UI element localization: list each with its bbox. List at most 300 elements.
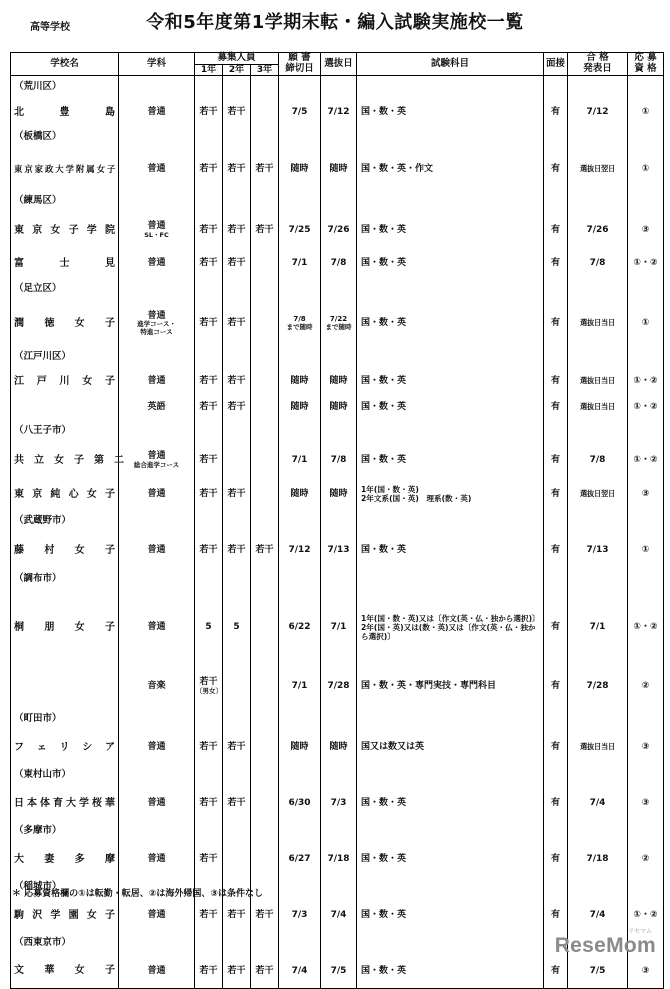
empty-cell — [357, 126, 544, 148]
year-1-count-main: 若干 — [199, 455, 218, 466]
deadline — [279, 898, 321, 932]
course — [119, 248, 195, 278]
region-label: （八王子市） — [11, 420, 119, 442]
empty-cell — [628, 278, 664, 300]
empty-cell — [568, 126, 628, 148]
year-2-count: 若干 — [223, 898, 251, 932]
empty-cell — [568, 764, 628, 786]
year-1-count-main: 5 — [205, 622, 212, 633]
header-interview: 面接 — [544, 53, 568, 76]
deadline-main: 7/1 — [291, 681, 308, 692]
school-name: 富 士 見 — [11, 248, 119, 278]
course-sub: 進学コース・ 特進コース — [137, 320, 176, 336]
region-row — [11, 126, 664, 148]
exam-subjects: 国・数・英 — [357, 786, 544, 820]
empty-cell — [321, 420, 357, 442]
table-row — [11, 148, 664, 190]
pass-date: 7/1 — [568, 590, 628, 664]
empty-cell — [321, 510, 357, 532]
header-subjects: 試験科目 — [357, 53, 544, 76]
year-1-count-main: 若干 — [199, 854, 218, 865]
empty-cell — [568, 346, 628, 368]
empty-cell — [357, 932, 544, 954]
course-main: 普通 — [147, 451, 166, 462]
empty-cell — [357, 568, 544, 590]
year-3-count — [251, 248, 279, 278]
course — [119, 730, 195, 764]
deadline — [279, 442, 321, 478]
qualification: ① — [628, 98, 664, 126]
qualification: ③ — [628, 786, 664, 820]
empty-cell — [321, 126, 357, 148]
course — [119, 442, 195, 478]
qualification: ③ — [628, 212, 664, 248]
course — [119, 664, 195, 708]
year-3-count — [251, 478, 279, 510]
empty-cell — [321, 932, 357, 954]
deadline — [279, 954, 321, 988]
exam-subjects: 国・数・英・専門実技・専門科目 — [357, 664, 544, 708]
exam-subjects: 国・数・英 — [357, 98, 544, 126]
empty-cell — [195, 708, 223, 730]
qualification: ①・② — [628, 442, 664, 478]
year-2-count: 若干 — [223, 730, 251, 764]
school-name: 江 戸 川 女 子 — [11, 368, 119, 394]
deadline-main: 6/22 — [288, 622, 311, 633]
empty-cell — [279, 190, 321, 212]
empty-cell — [279, 876, 321, 898]
year-1-count — [195, 248, 223, 278]
exam-subjects: 国・数・英 — [357, 212, 544, 248]
course — [119, 212, 195, 248]
pass-date: 7/28 — [568, 664, 628, 708]
empty-cell — [279, 76, 321, 99]
course-main: 普通 — [147, 910, 166, 921]
deadline-main: 7/4 — [291, 965, 308, 976]
empty-cell — [357, 420, 544, 442]
deadline-main: 7/1 — [291, 258, 308, 269]
year-2-count: 若干 — [223, 954, 251, 988]
table-row — [11, 590, 664, 664]
page-label: 高等学校 — [30, 22, 70, 33]
header-recruit: 募集人員 — [195, 53, 279, 65]
year-2-count: 5 — [223, 590, 251, 664]
empty-cell — [321, 76, 357, 99]
selection-date — [321, 212, 357, 248]
course — [119, 786, 195, 820]
empty-cell — [119, 76, 195, 99]
empty-cell — [251, 190, 279, 212]
table-row — [11, 248, 664, 278]
empty-cell — [251, 278, 279, 300]
selection-date-main: 随時 — [329, 376, 348, 387]
selection-date-main: 7/26 — [327, 225, 350, 236]
school-name: 潤 徳 女 子 — [11, 300, 119, 346]
year-1-count-main: 若干 — [199, 402, 218, 413]
empty-cell — [628, 764, 664, 786]
empty-cell — [279, 764, 321, 786]
year-1-count — [195, 394, 223, 420]
year-3-count — [251, 368, 279, 394]
selection-date-main: 7/8 — [330, 258, 347, 269]
year-1-count — [195, 532, 223, 568]
course-main: 普通 — [147, 742, 166, 753]
selection-date-main: 7/8 — [330, 455, 347, 466]
year-1-count — [195, 212, 223, 248]
empty-cell — [195, 126, 223, 148]
empty-cell — [357, 708, 544, 730]
empty-cell — [195, 932, 223, 954]
year-2-count: 若干 — [223, 368, 251, 394]
year-3-count: 若干 — [251, 212, 279, 248]
interview: 有 — [544, 212, 568, 248]
course-main: 普通 — [147, 221, 166, 232]
year-1-count — [195, 148, 223, 190]
empty-cell — [544, 190, 568, 212]
interview: 有 — [544, 248, 568, 278]
exam-subjects: 国・数・英 — [357, 898, 544, 932]
empty-cell — [223, 126, 251, 148]
school-name: 共 立 女 子 第 二 — [11, 442, 119, 478]
empty-cell — [251, 126, 279, 148]
qualification: ① — [628, 148, 664, 190]
pass-date: 選抜日当日 — [568, 730, 628, 764]
selection-date-main: 7/22 — [329, 315, 348, 324]
empty-cell — [544, 420, 568, 442]
pass-date: 7/5 — [568, 954, 628, 988]
selection-date — [321, 98, 357, 126]
selection-date-sub: まで随時 — [325, 322, 352, 331]
empty-cell — [544, 820, 568, 842]
interview: 有 — [544, 730, 568, 764]
empty-cell — [195, 190, 223, 212]
table-row — [11, 786, 664, 820]
course — [119, 98, 195, 126]
selection-date — [321, 442, 357, 478]
course — [119, 478, 195, 510]
empty-cell — [628, 876, 664, 898]
table-row — [11, 442, 664, 478]
year-2-count: 若干 — [223, 212, 251, 248]
pass-date: 7/8 — [568, 442, 628, 478]
header-qualification: 応 募 資 格 — [628, 53, 664, 76]
exam-subjects: 国・数・英 — [357, 248, 544, 278]
deadline-sub: まで随時 — [286, 322, 313, 331]
qualification: ①・② — [628, 248, 664, 278]
empty-cell — [628, 190, 664, 212]
empty-cell — [321, 876, 357, 898]
selection-date — [321, 300, 357, 346]
year-1-count-main: 若干 — [199, 258, 218, 269]
exam-subjects: 1年(国・数・英)又は〔作文(英・仏・独から選択)〕 2年(国・英)又は(数・英)又は〔作文(英・仏・独から選択)〕 — [357, 590, 544, 664]
qualification: ③ — [628, 954, 664, 988]
year-1-count-main: 若干 — [199, 677, 218, 688]
empty-cell — [251, 932, 279, 954]
school-name: 駒沢学園女子 — [11, 898, 119, 932]
table-row — [11, 212, 664, 248]
year-2-count: 若干 — [223, 98, 251, 126]
region-label: （調布市） — [11, 568, 119, 590]
exam-subjects: 国・数・英 — [357, 532, 544, 568]
empty-cell — [628, 126, 664, 148]
course-main: 普通 — [147, 107, 166, 118]
empty-cell — [119, 278, 195, 300]
exam-subjects: 国・数・英 — [357, 394, 544, 420]
empty-cell — [568, 708, 628, 730]
course-main: 普通 — [147, 258, 166, 269]
year-1-count-main: 若干 — [199, 164, 218, 175]
deadline-main: 7/5 — [291, 107, 308, 118]
empty-cell — [628, 76, 664, 99]
region-row — [11, 278, 664, 300]
qualification: ①・② — [628, 368, 664, 394]
empty-cell — [568, 876, 628, 898]
deadline — [279, 248, 321, 278]
year-1-count-main: 若干 — [199, 545, 218, 556]
empty-cell — [628, 510, 664, 532]
year-3-count: 若干 — [251, 898, 279, 932]
table-row — [11, 368, 664, 394]
empty-cell — [119, 932, 195, 954]
deadline — [279, 98, 321, 126]
school-name: 北 豊 島 — [11, 98, 119, 126]
year-3-count: 若干 — [251, 148, 279, 190]
interview: 有 — [544, 842, 568, 876]
qualification: ① — [628, 532, 664, 568]
empty-cell — [279, 708, 321, 730]
pass-date: 7/26 — [568, 212, 628, 248]
pass-date: 選抜日当日 — [568, 394, 628, 420]
header-course: 学科 — [119, 53, 195, 76]
empty-cell — [568, 568, 628, 590]
course-main: 普通 — [147, 545, 166, 556]
page-title: 令和5年度第1学期末転・編入試験実施校一覧 — [146, 12, 524, 33]
pass-date: 7/8 — [568, 248, 628, 278]
deadline — [279, 478, 321, 510]
empty-cell — [119, 708, 195, 730]
interview: 有 — [544, 478, 568, 510]
qualification: ① — [628, 300, 664, 346]
empty-cell — [279, 568, 321, 590]
exam-subjects: 国・数・英 — [357, 300, 544, 346]
deadline — [279, 730, 321, 764]
year-2-count: 若干 — [223, 394, 251, 420]
year-3-count: 若干 — [251, 532, 279, 568]
empty-cell — [223, 510, 251, 532]
empty-cell — [357, 278, 544, 300]
region-label: （板橋区） — [11, 126, 119, 148]
empty-cell — [251, 420, 279, 442]
interview: 有 — [544, 590, 568, 664]
year-3-count — [251, 590, 279, 664]
empty-cell — [251, 568, 279, 590]
empty-cell — [568, 76, 628, 99]
deadline-main: 7/1 — [291, 455, 308, 466]
selection-date-main: 7/3 — [330, 798, 347, 809]
course-main: 英語 — [147, 402, 166, 413]
pass-date: 選抜日当日 — [568, 368, 628, 394]
year-3-count — [251, 664, 279, 708]
year-1-count — [195, 954, 223, 988]
course-main: 普通 — [147, 376, 166, 387]
empty-cell — [544, 346, 568, 368]
course — [119, 532, 195, 568]
empty-cell — [544, 76, 568, 99]
deadline — [279, 394, 321, 420]
empty-cell — [279, 126, 321, 148]
empty-cell — [119, 568, 195, 590]
empty-cell — [544, 876, 568, 898]
year-1-count — [195, 442, 223, 478]
table-row — [11, 98, 664, 126]
empty-cell — [544, 708, 568, 730]
empty-cell — [119, 346, 195, 368]
empty-cell — [279, 420, 321, 442]
deadline — [279, 148, 321, 190]
empty-cell — [251, 76, 279, 99]
deadline — [279, 590, 321, 664]
year-2-count — [223, 664, 251, 708]
interview: 有 — [544, 786, 568, 820]
empty-cell — [321, 346, 357, 368]
empty-cell — [119, 510, 195, 532]
qualification: ③ — [628, 730, 664, 764]
region-label: （荒川区） — [11, 76, 119, 99]
year-3-count — [251, 98, 279, 126]
header-year-1: 1年 — [195, 65, 223, 76]
selection-date — [321, 532, 357, 568]
region-row — [11, 510, 664, 532]
pass-date: 7/4 — [568, 786, 628, 820]
selection-date — [321, 248, 357, 278]
pass-date: 選抜日翌日 — [568, 478, 628, 510]
year-1-count-main: 若干 — [199, 318, 218, 329]
year-2-count — [223, 842, 251, 876]
selection-date — [321, 368, 357, 394]
exam-subjects: 国・数・英 — [357, 842, 544, 876]
region-row — [11, 346, 664, 368]
empty-cell — [544, 278, 568, 300]
header-pass: 合 格 発表日 — [568, 53, 628, 76]
selection-date — [321, 898, 357, 932]
region-row — [11, 420, 664, 442]
region-label: （稲城市） — [11, 876, 119, 898]
interview: 有 — [544, 532, 568, 568]
year-1-count-sub: 〔男女〕 — [196, 686, 222, 695]
deadline-main: 随時 — [290, 376, 309, 387]
year-1-count-main: 若干 — [199, 376, 218, 387]
empty-cell — [628, 346, 664, 368]
empty-cell — [628, 420, 664, 442]
deadline — [279, 532, 321, 568]
empty-cell — [251, 510, 279, 532]
region-row — [11, 708, 664, 730]
pass-date: 選抜日当日 — [568, 300, 628, 346]
empty-cell — [251, 346, 279, 368]
year-3-count — [251, 394, 279, 420]
header-year-3: 3年 — [251, 65, 279, 76]
header-deadline: 願 書 締切日 — [279, 53, 321, 76]
selection-date — [321, 954, 357, 988]
interview: 有 — [544, 300, 568, 346]
year-2-count: 若干 — [223, 300, 251, 346]
empty-cell — [321, 278, 357, 300]
exam-subjects: 国・数・英 — [357, 368, 544, 394]
empty-cell — [195, 764, 223, 786]
pass-date: 7/12 — [568, 98, 628, 126]
region-row — [11, 76, 664, 99]
empty-cell — [321, 820, 357, 842]
year-2-count: 若干 — [223, 478, 251, 510]
empty-cell — [119, 820, 195, 842]
empty-cell — [195, 76, 223, 99]
region-row — [11, 568, 664, 590]
year-3-count — [251, 442, 279, 478]
empty-cell — [251, 764, 279, 786]
empty-cell — [321, 708, 357, 730]
year-3-count — [251, 730, 279, 764]
selection-date-main: 7/1 — [330, 622, 347, 633]
year-1-count — [195, 98, 223, 126]
empty-cell — [357, 510, 544, 532]
year-1-count — [195, 730, 223, 764]
deadline-main: 随時 — [290, 489, 309, 500]
qualification: ② — [628, 664, 664, 708]
course — [119, 842, 195, 876]
year-3-count — [251, 300, 279, 346]
year-1-count-main: 若干 — [199, 489, 218, 500]
deadline — [279, 786, 321, 820]
region-row — [11, 764, 664, 786]
empty-cell — [195, 568, 223, 590]
year-1-count — [195, 898, 223, 932]
table-row — [11, 532, 664, 568]
selection-date — [321, 590, 357, 664]
empty-cell — [119, 126, 195, 148]
deadline-main: 随時 — [290, 402, 309, 413]
empty-cell — [544, 764, 568, 786]
year-1-count — [195, 300, 223, 346]
course-main: 普通 — [147, 622, 166, 633]
year-1-count-main: 若干 — [199, 798, 218, 809]
pass-date: 7/4 — [568, 898, 628, 932]
qualification: ①・② — [628, 394, 664, 420]
selection-date-main: 7/4 — [330, 910, 347, 921]
year-2-count: 若干 — [223, 786, 251, 820]
selection-date — [321, 148, 357, 190]
region-label: （武蔵野市） — [11, 510, 119, 532]
empty-cell — [544, 126, 568, 148]
year-1-count — [195, 842, 223, 876]
empty-cell — [119, 420, 195, 442]
course — [119, 394, 195, 420]
year-1-count — [195, 590, 223, 664]
empty-cell — [357, 764, 544, 786]
empty-cell — [357, 820, 544, 842]
school-name — [11, 394, 119, 420]
school-name — [11, 664, 119, 708]
selection-date — [321, 786, 357, 820]
exam-subjects: 国・数・英 — [357, 442, 544, 478]
empty-cell — [568, 420, 628, 442]
empty-cell — [223, 346, 251, 368]
empty-cell — [195, 346, 223, 368]
empty-cell — [223, 278, 251, 300]
interview: 有 — [544, 394, 568, 420]
empty-cell — [628, 568, 664, 590]
course — [119, 368, 195, 394]
deadline — [279, 368, 321, 394]
